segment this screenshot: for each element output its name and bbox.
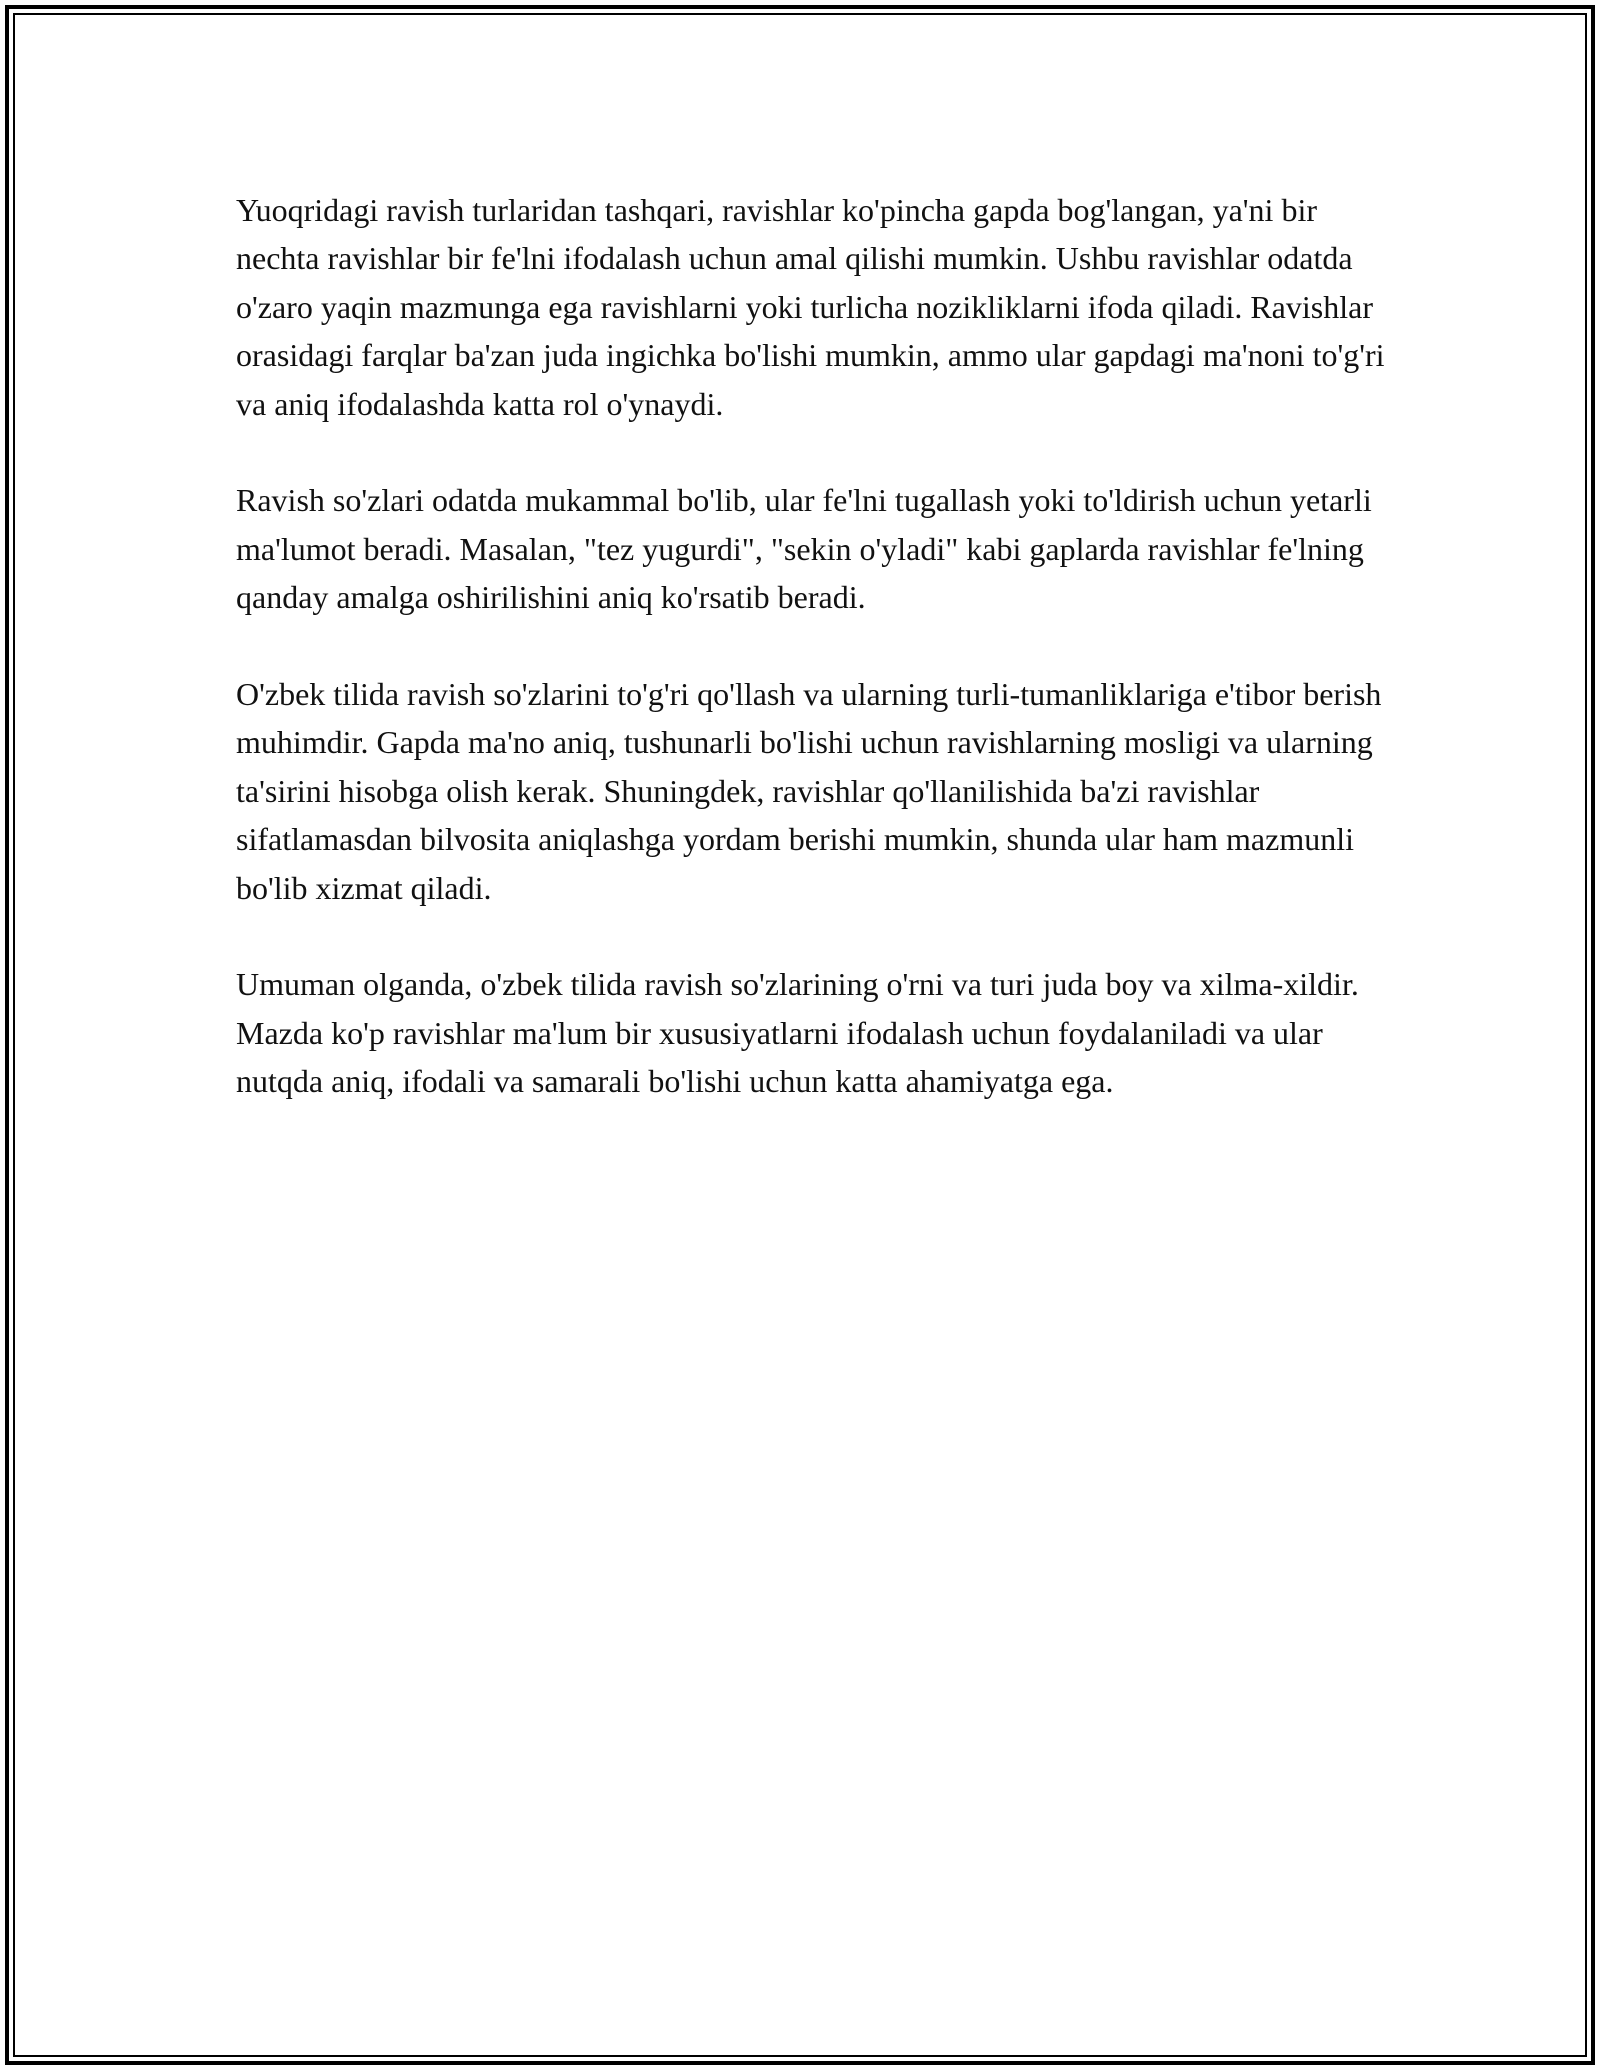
paragraph-3: O'zbek tilida ravish so'zlarini to'g'ri qo'llash va ularning turli-tumanliklariga e'tibor berish muhimdir. Gapda ma'no aniq, tushunarli bo'lishi uchun ravishlarning mosligi va ularning ta'sirini hisobga olish kerak. Shuningdek, ravishlar qo'llanilishida ba'zi ravishlar sifatlamasdan bilvosita aniqlashga yordam berishi mumkin, shunda ular ham mazmunli bo'lib xizmat qiladi. bbox=[236, 676, 1382, 906]
document-body bbox=[236, 186, 1396, 1106]
paragraph-2: Ravish so'zlari odatda mukammal bo'lib, ular fe'lni tugallash yoki to'ldirish uchun yetarli ma'lumot beradi. Masalan, "tez yugurdi", "sekin o'yladi" kabi gaplarda ravishlar fe'lning qanday amalga oshirilishini aniq ko'rsatib beradi. bbox=[236, 482, 1372, 616]
paragraph-1: Yuoqridagi ravish turlaridan tashqari, ravishlar ko'pincha gapda bog'langan, ya'ni bir nechta ravishlar bir fe'lni ifodalash uchun amal qilishi mumkin. Ushbu ravishlar odatda o'zaro yaqin mazmunga ega ravishlarni yoki turlicha nozikliklarni ifoda qiladi. Ravishlar orasidagi farqlar ba'zan juda ingichka bo'lishi mumkin, ammo ular gapdagi ma'noni to'g'ri va aniq ifodalashda katta rol o'ynaydi. bbox=[236, 192, 1385, 422]
paragraph-4: Umuman olganda, o'zbek tilida ravish so'zlarining o'rni va turi juda boy va xilma-xildir. Mazda ko'p ravishlar ma'lum bir xususiyatlarni ifodalash uchun foydalaniladi va ular nutqda aniq, ifodali va samarali bo'lishi uchun katta ahamiyatga ega. bbox=[236, 966, 1359, 1100]
